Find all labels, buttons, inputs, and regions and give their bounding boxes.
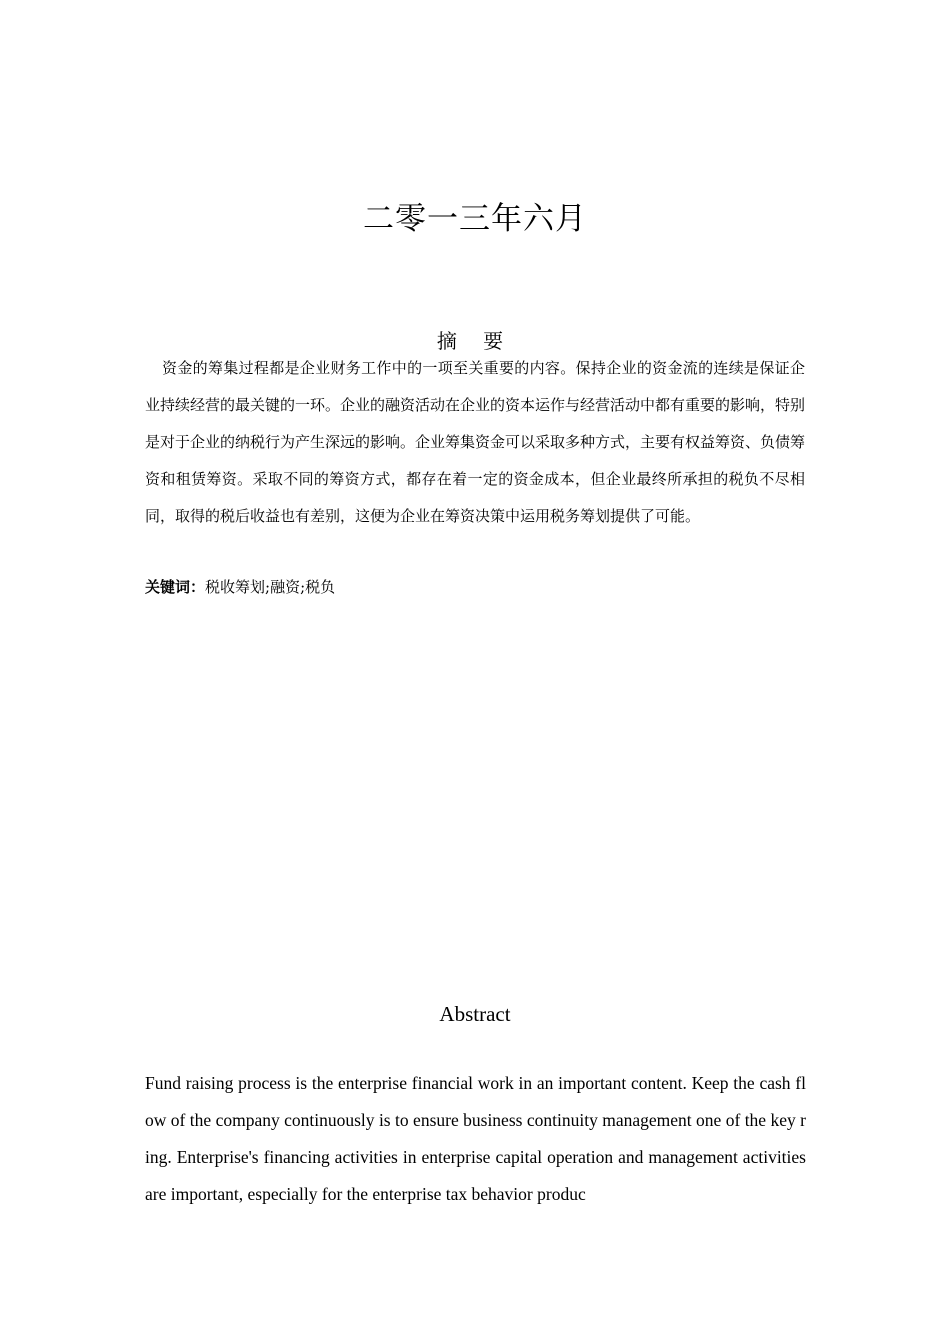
keywords-line — [145, 574, 805, 600]
keywords-label: 关键词： — [145, 578, 206, 596]
cover-date: 二零一三年六月 — [363, 201, 587, 237]
abstract-en-body: Fund raising process is the enterprise financial work in an important content. Keep the cash flow of the company continuously is to ensure business continuity management one of the key ring. Enterprise's financing activities in enterprise capital operation and management activities are important, especially for the enterprise tax behavior produc — [145, 1073, 806, 1204]
abstract-cn-body: 资金的筹集过程都是企业财务工作中的一项至关重要的内容。保持企业的资金流的连续是保证企业持续经营的最关键的一环。企业的融资活动在企业的资本运作与经营活动中都有重要的影响，特别是对于企业的纳税行为产生深远的影响。企业筹集资金可以采取多种方式，主要有权益筹资、负债筹资和租赁筹资。采取不同的筹资方式，都存在着一定的资金成本，但企业最终所承担的税负不尽相同，取得的税后收益也有差别，这便为企业在筹资决策中运用税务筹划提供了可能。 — [145, 359, 806, 525]
keywords-value: 税收筹划;融资;税负 — [205, 578, 336, 596]
abstract-en-heading: Abstract — [439, 1002, 511, 1026]
abstract-cn-heading: 摘 要 — [436, 329, 514, 353]
